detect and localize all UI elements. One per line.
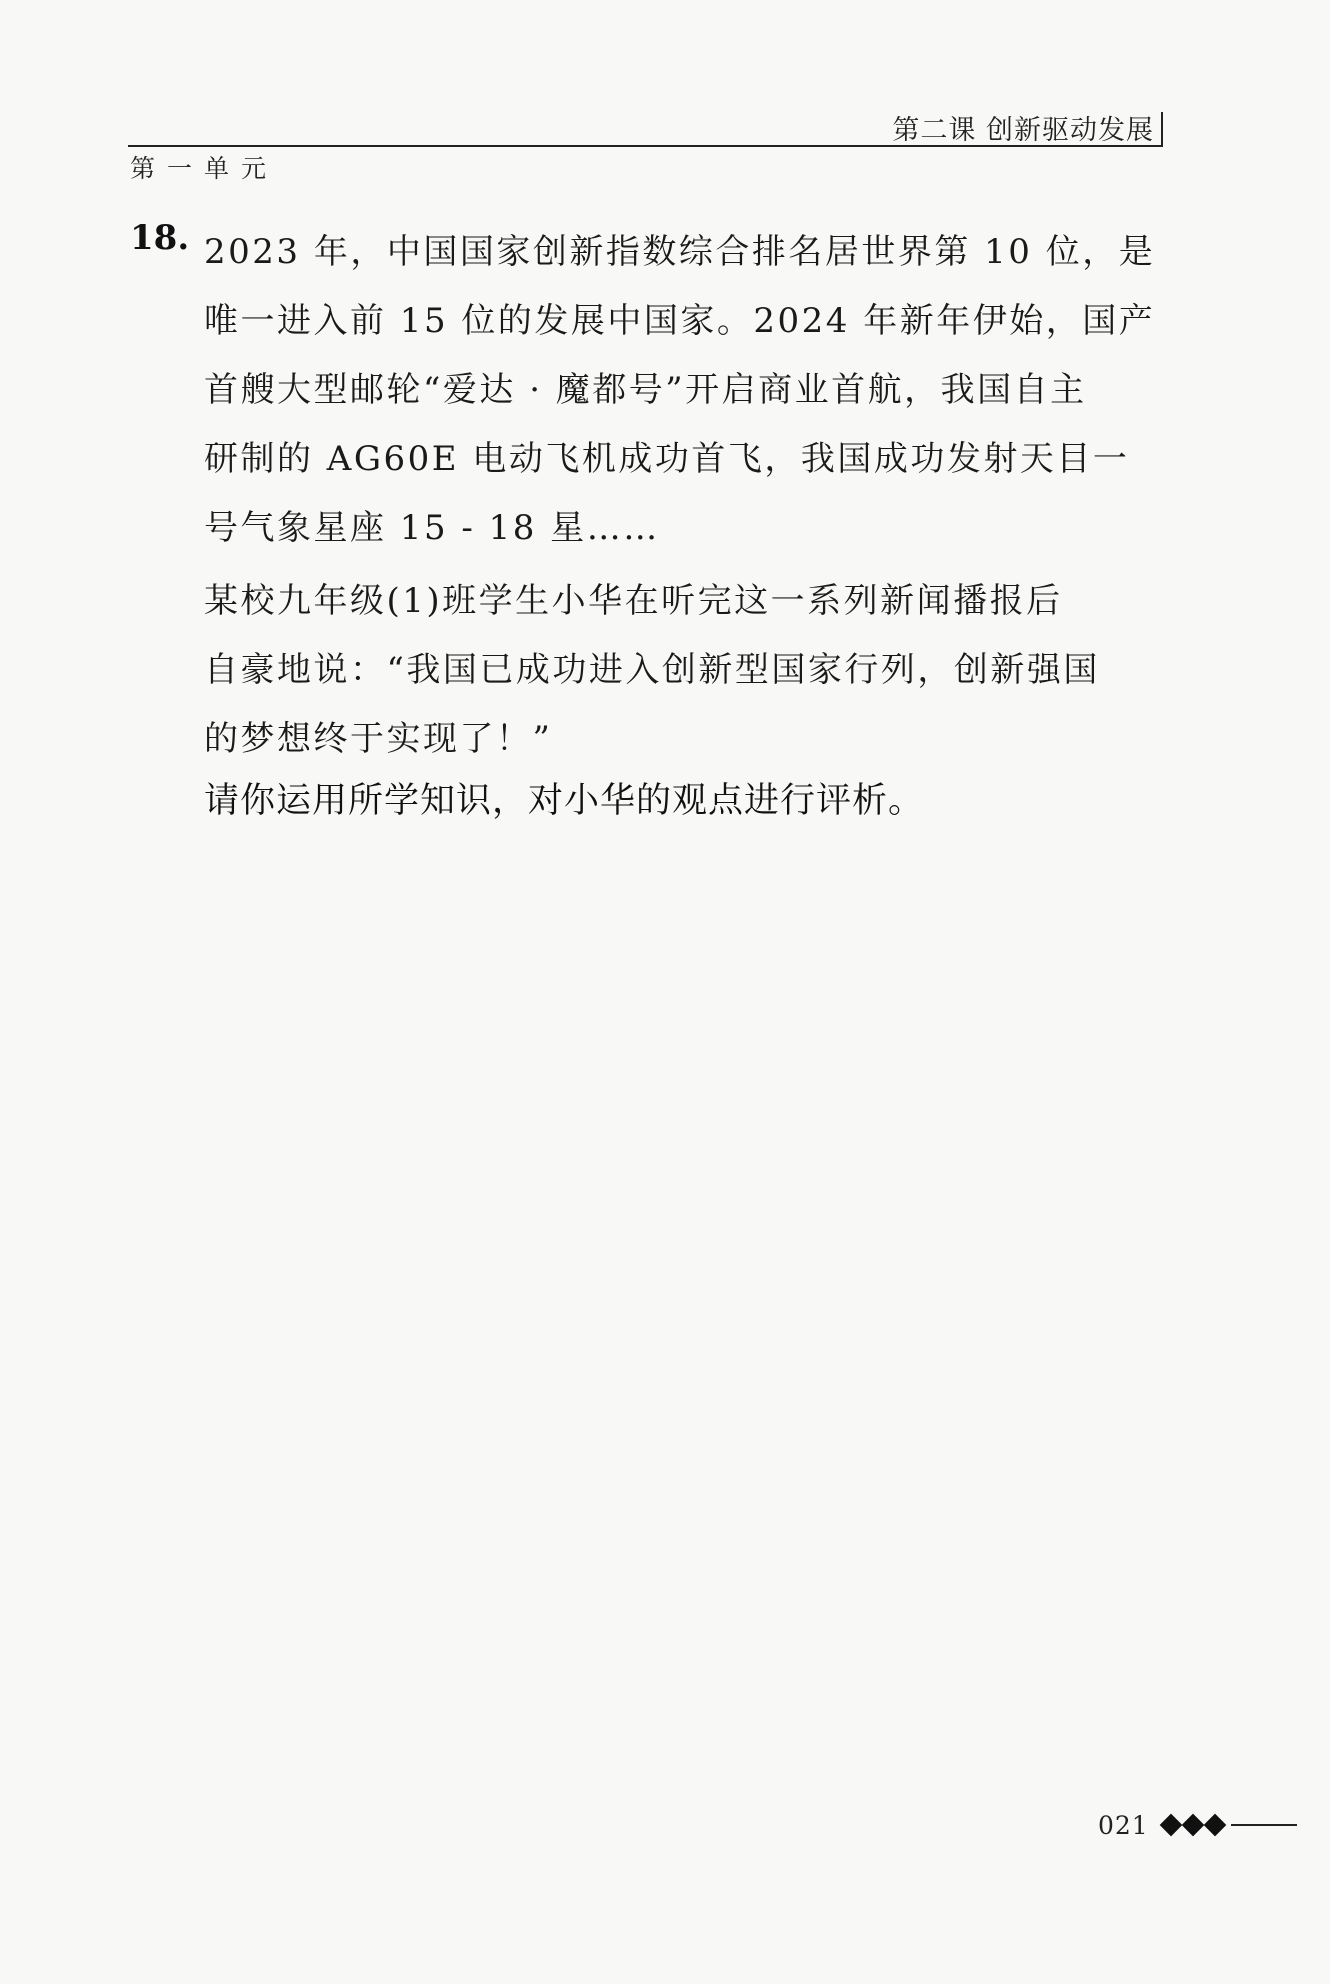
paragraph-line: 某校九年级(1)班学生小华在听完这一系列新闻播报后 [204,581,1063,621]
unit-label: 第一单元 [130,154,279,183]
paragraph-line: 首艘大型邮轮“爱达 · 魔都号”开启商业首航，我国自主 [204,370,1087,410]
diamond-icon [1159,1814,1182,1837]
diamond-icon [1203,1814,1226,1837]
paragraph-line: 唯一进入前 15 位的发展中国家。2024 年新年伊始，国产 [204,301,1156,341]
page-footer [1098,1805,1297,1845]
paragraph-line: 2023 年，中国国家创新指数综合排名居世界第 10 位，是 [204,232,1156,272]
footer-rule [1231,1824,1297,1826]
chapter-title: 第二课 创新驱动发展 [892,115,1154,146]
diamond-ornament-icon [1163,1817,1229,1833]
paragraph-line: 的梦想终于实现了！” [204,719,553,759]
question-number: 18. [130,218,190,258]
diamond-icon [1181,1814,1204,1837]
question-prompt: 请你运用所学知识，对小华的观点进行评析。 [204,781,925,821]
header-rule-end-mark [1161,112,1163,147]
page-number: 021 [1098,1810,1149,1840]
paragraph-line: 研制的 AG60E 电动飞机成功首飞，我国成功发射天目一 [204,439,1130,479]
question-paragraph-quote [204,567,1170,774]
paragraph-line: 号气象星座 15 - 18 星…… [204,508,660,548]
question-paragraph-news [204,218,1170,563]
paragraph-line: 自豪地说：“我国已成功进入创新型国家行列，创新强国 [204,650,1100,690]
